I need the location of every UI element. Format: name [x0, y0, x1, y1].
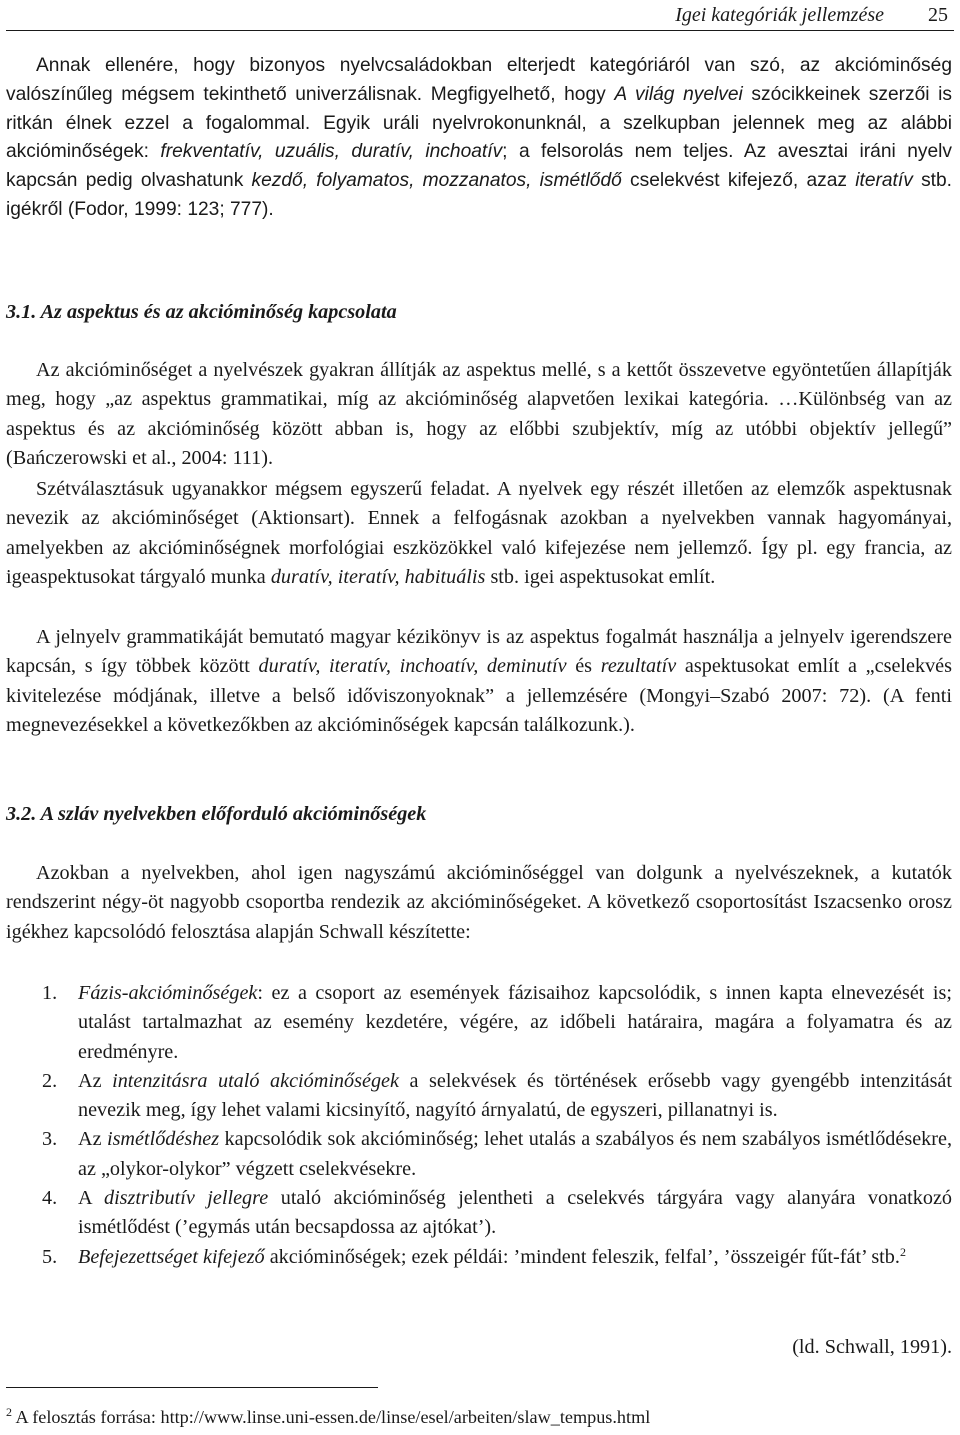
- list-item: 1. Fázis-akcióminőségek: ez a csoport az események fázisaihoz kapcsolódik, s innen kapta elnevezését is; utalást tartalmazhat az esemény kezdetére, végére, az időbeli határaira, magára a folyamatra és az eredményre.: [42, 982, 952, 1063]
- section-1-paragraph-1: Az akcióminőséget a nyelvészek gyakran állítják az aspektus mellé, s a kettőt összevetve egyöntetűen állapítják meg, hogy „az aspektus grammatikai, míg az akcióminőség alapvetően lexikai kategória. …Különbség van az aspektus és az akcióminőség között abban is, hogy az előbbi szubjektív, míg az utóbbi objektív jellegű” (Bańczerowski et al., 2004: 111).: [6, 359, 952, 469]
- section-1-paragraph-2: Szétválasztásuk ugyanakkor mégsem egyszerű feladat. A nyelvek egy részét illetően az elemzők aspektusnak nevezik az akcióminőséget (Aktionsart). Ennek a felfogásnak azokban a nyelvekben vannak hagyományai, amelyekben az akcióminőségnek morfológiai eszközökkel való kifejezése nem jellemző. Így pl. egy francia, az igeaspektusokat tárgyaló munka duratív, iteratív, habituális stb. igei aspektusokat említ.: [6, 478, 952, 588]
- list-item: 4. A disztributív jellegre utaló akcióminőség jelentheti a cselekvés tárgyára vagy alanyára vonatkozó ismétlődést (’egymás után becsapdossa az ajtókat’).: [42, 1187, 953, 1239]
- intro-paragraph: Annak ellenére, hogy bizonyos nyelvcsaládokban elterjedt kategóriáról van szó, az akcióminőség valószínűleg mégsem tekinthető univerzálisnak. Megfigyelhető, hogy A világ nyelvei szócikkeinek szerzői is ritkán élnek ezzel a fogalommal. Egyik uráli nyelvrokonunknál, a szelkupban jelennek meg az alábbi akcióminőségek: frekventatív, uzuális, duratív, inchoatív; a felsorolás nem teljes. Az avesztai iráni nyelv kapcsán pedig olvashatunk kezdő, folyamatos, mozzanatos, ismétlődő cselekvést kifejező, azaz iteratív stb. igékről (Fodor, 1999: 123; 777).: [6, 55, 952, 220]
- list-item: 3. Az ismétlődéshez kapcsolódik sok akcióminőség; lehet utalás a szabályos és nem szabályos ismétlődésekre, az „olykor-olykor” végzett cselekvésekre.: [42, 1128, 952, 1180]
- footnote: [6, 1405, 650, 1429]
- citation: (ld. Schwall, 1991).: [792, 1336, 952, 1358]
- footnote-text: A felosztás forrása: http://www.linse.uni-essen.de/linse/esel/arbeiten/slaw_tempus.html: [12, 1407, 651, 1427]
- akciominoseg-list: [6, 979, 952, 1272]
- footnote-reference[interactable]: 2: [899, 1244, 906, 1259]
- running-header: [6, 0, 954, 31]
- section-2-paragraph-1: Azokban a nyelvekben, ahol igen nagyszámú akcióminőséggel van dolgunk a nyelvészeknek, a kutatók rendszerint négy-öt nagyobb csoportba rendezik az akcióminőségeket. A következő csoportosítást Iszacsenko orosz igékhez kapcsolódó felosztása alapján Schwall készítette:: [6, 862, 952, 943]
- footnote-marker: 2: [6, 1405, 12, 1419]
- page-number: 25: [928, 4, 948, 26]
- section-1-paragraph-3: A jelnyelv grammatikáját bemutató magyar kézikönyv is az aspektus fogalmát használja a jelnyelv igerendszere kapcsán, s így többek között duratív, iteratív, inchoatív, deminutív és rezultatív aspektusokat említ a „cselekvés kivitelezése módjának, illetve a belső időviszonyoknak” a jellemzésére (Mongyi–Szabó 2007: 72). (A fenti megnevezésekkel a következőkben az akcióminőségek kapcsán találkozunk.).: [6, 626, 952, 736]
- section-heading-3-1: 3.1. Az aspektus és az akcióminőség kapcsolata: [6, 301, 397, 323]
- list-item: 2. Az intenzitásra utaló akcióminőségek a selekvések és történések erősebb vagy gyengébb intenzitását nevezik meg, így lehet valami kicsinyítő, nagyító árnyalatú, de egyszeri, pillanatnyi is.: [42, 1069, 952, 1122]
- list-item: 5. Befejezettséget kifejező akcióminőségek; ezek példái: ’mindent feleszik, felfal’, ’összeigér fűt-fát’ stb.$^2$: [42, 1244, 906, 1268]
- footnote-divider: [6, 1387, 378, 1388]
- section-heading-3-2: 3.2. A szláv nyelvekben előforduló akcióminőségek: [6, 803, 427, 825]
- chapter-title: Igei kategóriák jellemzése: [675, 4, 884, 26]
